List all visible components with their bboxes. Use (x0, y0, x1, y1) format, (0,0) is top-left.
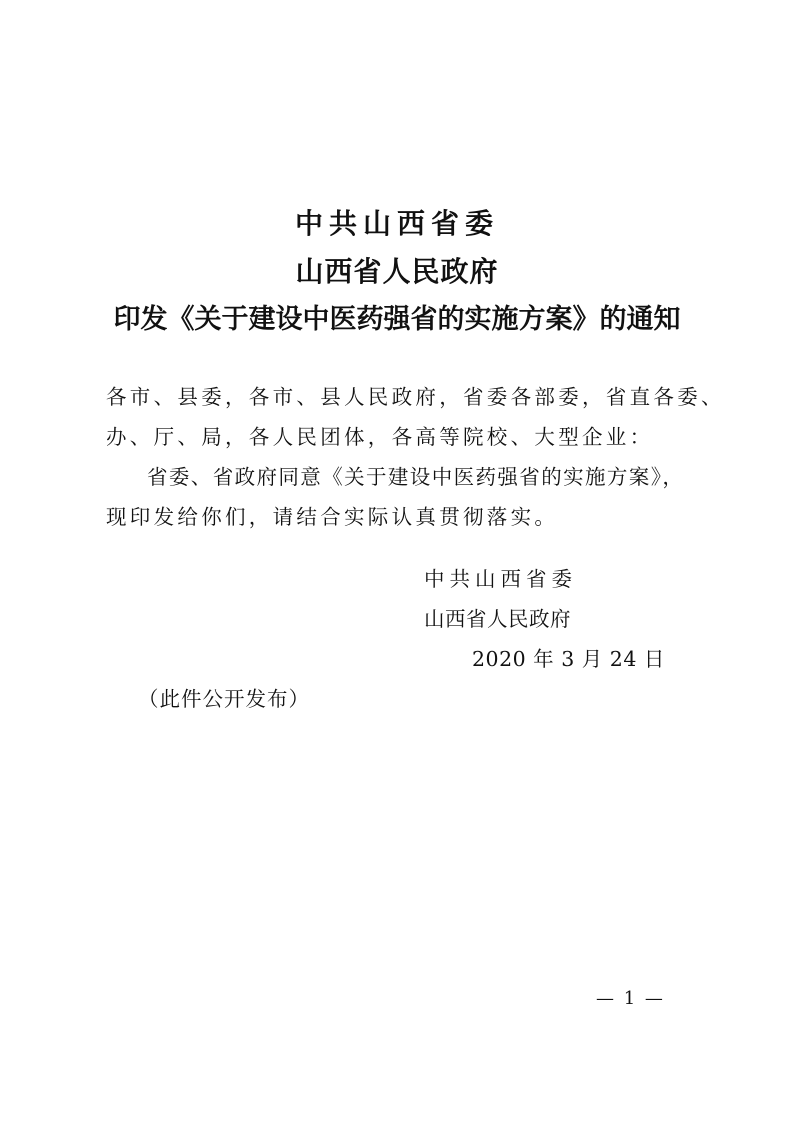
signature-issuer-party: 中共山西省委 (424, 567, 577, 591)
body-paragraph-line-1: 省委、省政府同意《关于建设中医药强省的实施方案》， (147, 465, 685, 489)
addressee-line-1: 各市、县委，各市、县人民政府，省委各部委，省直各委、 (106, 385, 725, 409)
signature-issuer-government: 山西省人民政府 (424, 607, 571, 631)
addressee-line-2: 办、厅、局，各人民团体，各高等院校、大型企业： (106, 425, 654, 449)
page-number: — 1 — (596, 988, 665, 1009)
publication-note: （此件公开发布） (138, 687, 310, 711)
signature-date: 2020 年 3 月 24 日 (472, 647, 665, 671)
document-title-issuer-party: 中共山西省委 (294, 207, 499, 240)
document-title-issuer-government: 山西省人民政府 (295, 255, 499, 288)
document-title-subject: 印发《关于建设中医药强省的实施方案》的通知 (113, 304, 681, 335)
body-paragraph-line-2: 现印发给你们，请结合实际认真贯彻落实。 (106, 505, 559, 529)
